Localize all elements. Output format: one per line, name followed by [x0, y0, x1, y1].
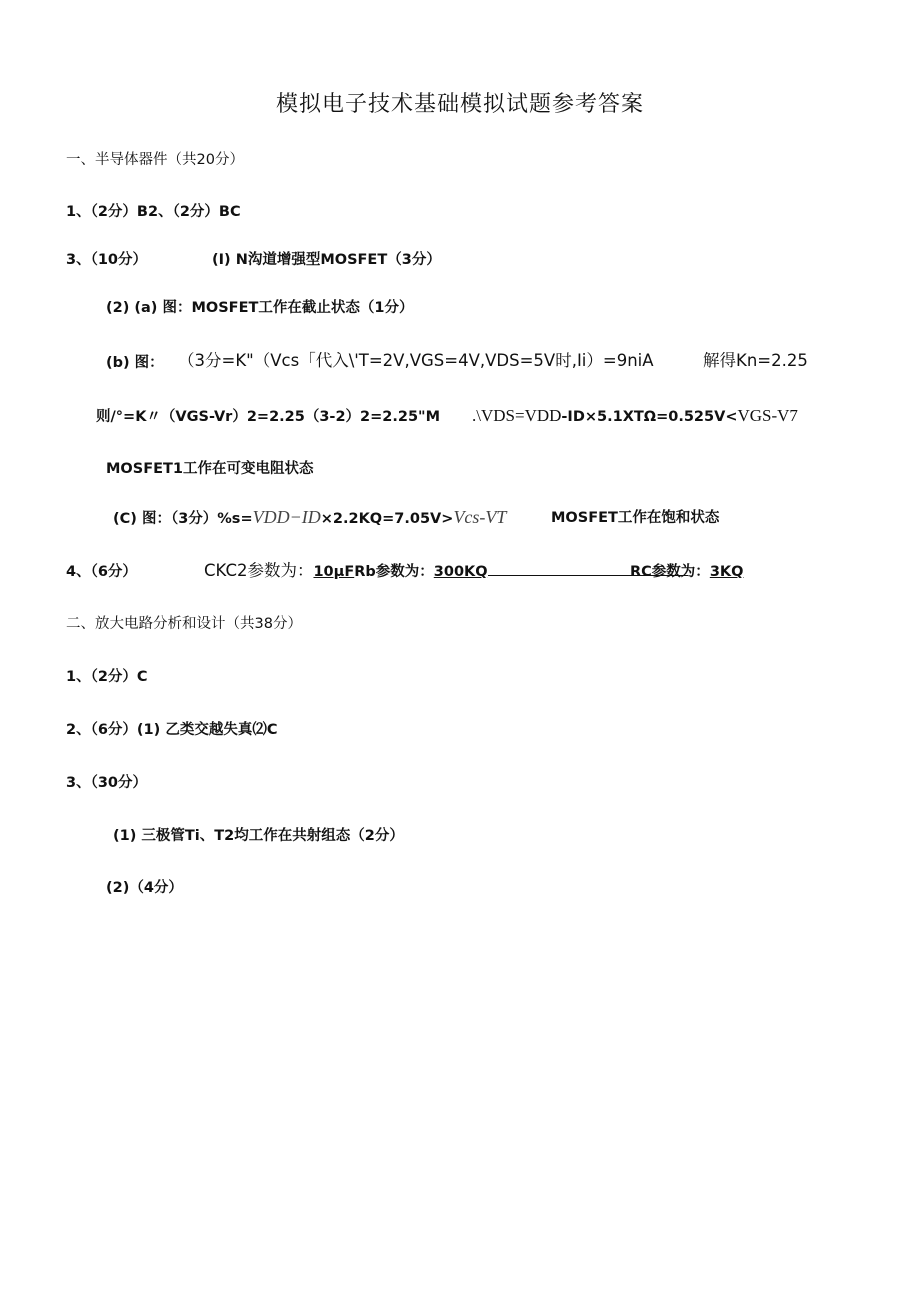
- q3-part1: (I) N沟道增强型MOSFET（3分）: [212, 252, 441, 268]
- q3-part-a: (2) (a) 图：MOSFET工作在截止状态（1分）: [106, 300, 414, 316]
- q3-part-c-state: MOSFET工作在饱和状态: [551, 510, 720, 526]
- s2-q2-answer: 2、（6分）(1) 乙类交越失真⑵C: [66, 722, 278, 738]
- section2-heading: 二、放大电路分析和设计（共38分）: [66, 616, 302, 632]
- q4-rc-label: RC参数为：: [630, 564, 710, 580]
- s2-q3-part2: (2)（4分）: [106, 880, 183, 896]
- q3-part-b-formula: （3分=K"（Vcs「代入\'T=2V,VGS=4V,VDS=5V时,Ii）=9niA: [178, 351, 654, 370]
- page-title: 模拟电子技术基础模拟试题参考答案: [275, 92, 644, 117]
- q3-part-c-mid: ×2.2KQ=7.05V>: [320, 511, 454, 527]
- q4-number: 4、（6分）: [66, 564, 137, 580]
- s2-q3-number: 3、（30分）: [66, 775, 148, 791]
- q4-params: [204, 561, 688, 582]
- vgs-vt-expression: VGS-V7: [737, 406, 798, 425]
- q4-rb-label: Rb参数为：: [354, 564, 434, 580]
- s2-q3-part1: (1) 三极管Ti、T2均工作在共射组态（2分）: [113, 828, 404, 844]
- q3-part-b-label: (b) 图：: [106, 355, 164, 371]
- section1-heading: 一、半导体器件（共20分）: [66, 152, 244, 168]
- q3-part-c: [113, 507, 506, 529]
- q4-rc-value: 3KQ: [709, 564, 744, 580]
- q4-c-value: 10μF: [313, 564, 355, 580]
- q3-part-b-line2-left: 则/°=K〃（VGS-Vr）2=2.25（3-2）2=2.25"M: [96, 409, 441, 425]
- q3-part-b-result: 解得Kn=2.25: [703, 351, 808, 370]
- q3-part-b-state: MOSFET1工作在可变电阻状态: [106, 461, 314, 477]
- s2-q1-answer: 1、（2分）C: [66, 669, 148, 685]
- vds-expression: .\VDS=VDD: [472, 406, 562, 425]
- vdd-id-expression: VDD−ID: [252, 507, 321, 527]
- vds-rest: -ID×5.1XTΩ=0.525V<: [561, 409, 738, 425]
- q1-answer: 1、（2分）B2、（2分）BC: [66, 204, 241, 220]
- q3-number: 3、（10分）: [66, 252, 148, 268]
- q4-c-label: CKC2参数为：: [204, 561, 314, 580]
- q3-part-c-label: (C) 图：（3分）%s=: [113, 511, 253, 527]
- q4-rc: [630, 562, 743, 582]
- q4-rb-value: 300KQ: [433, 564, 488, 580]
- q3-part-b-line2-right: [472, 406, 798, 427]
- vgs-vt-expression-c: Vcs-VT: [453, 507, 507, 527]
